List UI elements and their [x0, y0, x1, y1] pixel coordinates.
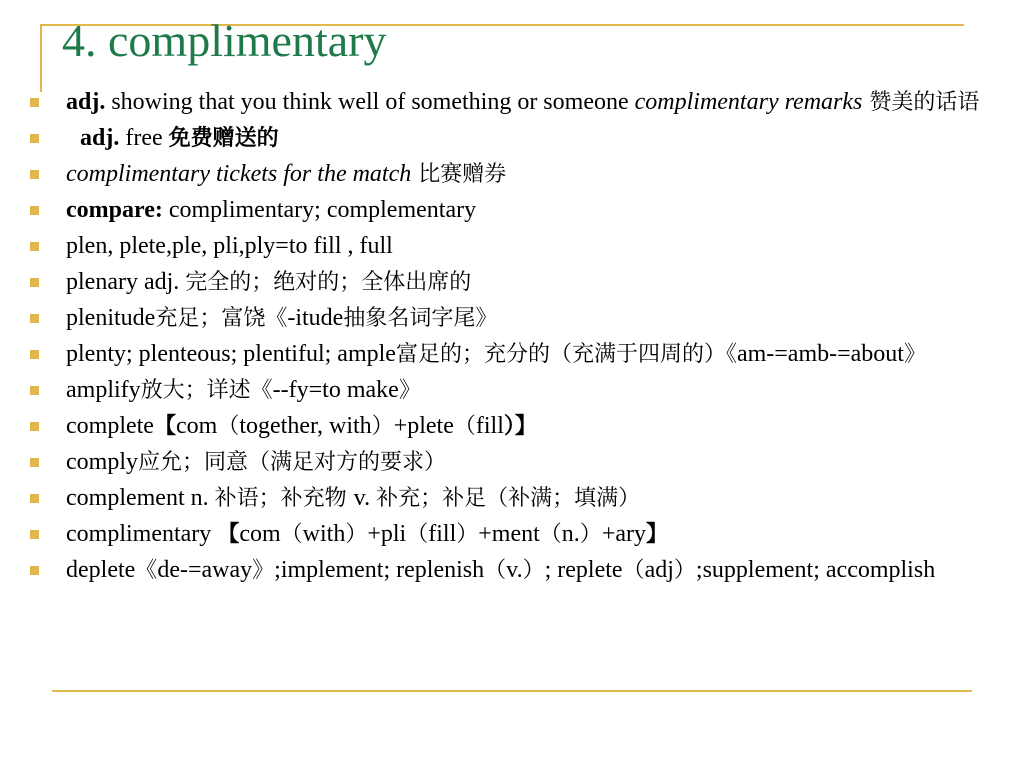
bullet-text: v. [353, 485, 377, 511]
bullet-item [30, 160, 1024, 189]
bullet-text: deplete [66, 557, 136, 583]
translation-text: 赞美的话语 [862, 90, 980, 115]
bullet-item [30, 196, 1024, 225]
bullet-item [30, 340, 1024, 369]
square-bullet-icon [30, 98, 39, 107]
bullet-text: complete [66, 413, 154, 439]
bullet-text: with [302, 521, 346, 547]
bullet-text: -itude [287, 305, 344, 331]
bullet-item [30, 484, 1024, 513]
square-bullet-icon [30, 422, 39, 431]
translation-text: 充足；富饶《 [155, 306, 288, 331]
translation-text: 完全的；绝对的；全体出席的 [185, 270, 472, 295]
square-bullet-icon [30, 314, 39, 323]
bullet-text: together, with [239, 413, 372, 439]
bullet-item [30, 124, 1024, 153]
bracket-text: 【 [153, 414, 176, 439]
bullet-text: adj [644, 557, 674, 583]
bracket-text: （ [406, 522, 429, 547]
bullet-item [30, 376, 1024, 405]
square-bullet-icon [30, 530, 39, 539]
translation-text: 补充；补足（补满；填满） [376, 486, 641, 511]
square-bullet-icon [30, 458, 39, 467]
slide-title: 4. complimentary [62, 15, 387, 66]
square-bullet-icon [30, 350, 39, 359]
square-bullet-icon [30, 278, 39, 287]
translation-text: 比赛赠券 [411, 162, 507, 187]
part-of-speech: adj. [80, 125, 120, 151]
bullet-text: n. [561, 521, 580, 547]
bracket-text: ） [522, 558, 545, 583]
translation-text: 》 [903, 342, 926, 367]
bullet-text: +ment [478, 521, 540, 547]
compare-label: compare: [66, 197, 163, 223]
bullet-item [30, 520, 1024, 549]
bullet-text: complimentary [66, 521, 218, 547]
translation-text: 补语；补充物 [214, 486, 354, 511]
translation-text: 抽象名词字尾》 [343, 306, 498, 331]
square-bullet-icon [30, 134, 39, 143]
bullet-item [30, 88, 1024, 117]
bullet-item [30, 232, 1024, 261]
square-bullet-icon [30, 242, 39, 251]
bullet-text: showing that you think well of something or someone [105, 89, 635, 115]
bullet-text: complimentary; complementary [162, 197, 477, 223]
bullet-text: +ary [601, 521, 646, 547]
bullet-text: de-=away [157, 557, 253, 583]
bullet-item [30, 304, 1024, 333]
bracket-text: ） [345, 522, 368, 547]
bullet-text: com [175, 413, 218, 439]
bracket-text: 】 [646, 522, 669, 547]
part-of-speech: adj. [66, 89, 106, 115]
bracket-text: 》 [252, 558, 275, 583]
frame-bottom-line [52, 690, 972, 692]
bullet-text: com [239, 521, 281, 547]
bullet-text: plenty; plenteous; plentiful; ample [66, 341, 396, 367]
square-bullet-icon [30, 386, 39, 395]
translation-text: 》 [398, 378, 421, 403]
square-bullet-icon [30, 566, 39, 575]
bracket-text: 《 [135, 558, 158, 583]
bullet-text: ; replete [544, 557, 623, 583]
bracket-text: （ [453, 414, 476, 439]
bullet-text: ;supplement; accomplish [695, 557, 936, 583]
bracket-text: （ [622, 558, 645, 583]
bullet-text: ;implement; replenish [274, 557, 485, 583]
bullet-text: fill [475, 413, 504, 439]
bullet-list [30, 88, 1024, 592]
square-bullet-icon [30, 494, 39, 503]
bullet-item [30, 268, 1024, 297]
bullet-text: --fy=to make [272, 377, 399, 403]
example-phrase: complimentary tickets for the match [66, 161, 412, 187]
bullet-text: v. [506, 557, 523, 583]
bullet-text: free [119, 125, 169, 151]
square-bullet-icon [30, 206, 39, 215]
bullet-text: plen, plete,ple, pli,ply=to fill , full [66, 233, 393, 259]
example-phrase: complimentary remarks [634, 89, 863, 115]
bullet-item [30, 448, 1024, 477]
bullet-text: fill [428, 521, 457, 547]
bracket-text: （ [539, 522, 562, 547]
translation-text: 免费赠送的 [168, 126, 279, 151]
translation-text: 富足的；充分的（充满于四周的）《 [395, 342, 737, 367]
bullet-item [30, 412, 1024, 441]
bullet-text: plenary adj. [66, 269, 186, 295]
bracket-text: ） [579, 522, 602, 547]
bullet-text: comply [66, 449, 138, 475]
bullet-text: plenitude [66, 305, 156, 331]
bullet-text: complement n. [66, 485, 215, 511]
translation-text: 放大；详述《 [140, 378, 273, 403]
bullet-text: am-=amb-=about [736, 341, 904, 367]
frame-left-line [40, 24, 42, 92]
bracket-text: ） [673, 558, 696, 583]
bracket-text: ） [456, 522, 479, 547]
bracket-text: （ [217, 414, 240, 439]
translation-text: 应允；同意（满足对方的要求） [138, 450, 447, 475]
bracket-text: 【 [217, 522, 240, 547]
bracket-text: （ [280, 522, 303, 547]
bracket-text: ） [371, 414, 394, 439]
bracket-text: （ [484, 558, 507, 583]
square-bullet-icon [30, 170, 39, 179]
bullet-text: amplify [66, 377, 141, 403]
bracket-text: ）】 [503, 414, 537, 439]
bullet-item [30, 556, 1024, 585]
bullet-text: +pli [367, 521, 407, 547]
bullet-text: +plete [393, 413, 454, 439]
